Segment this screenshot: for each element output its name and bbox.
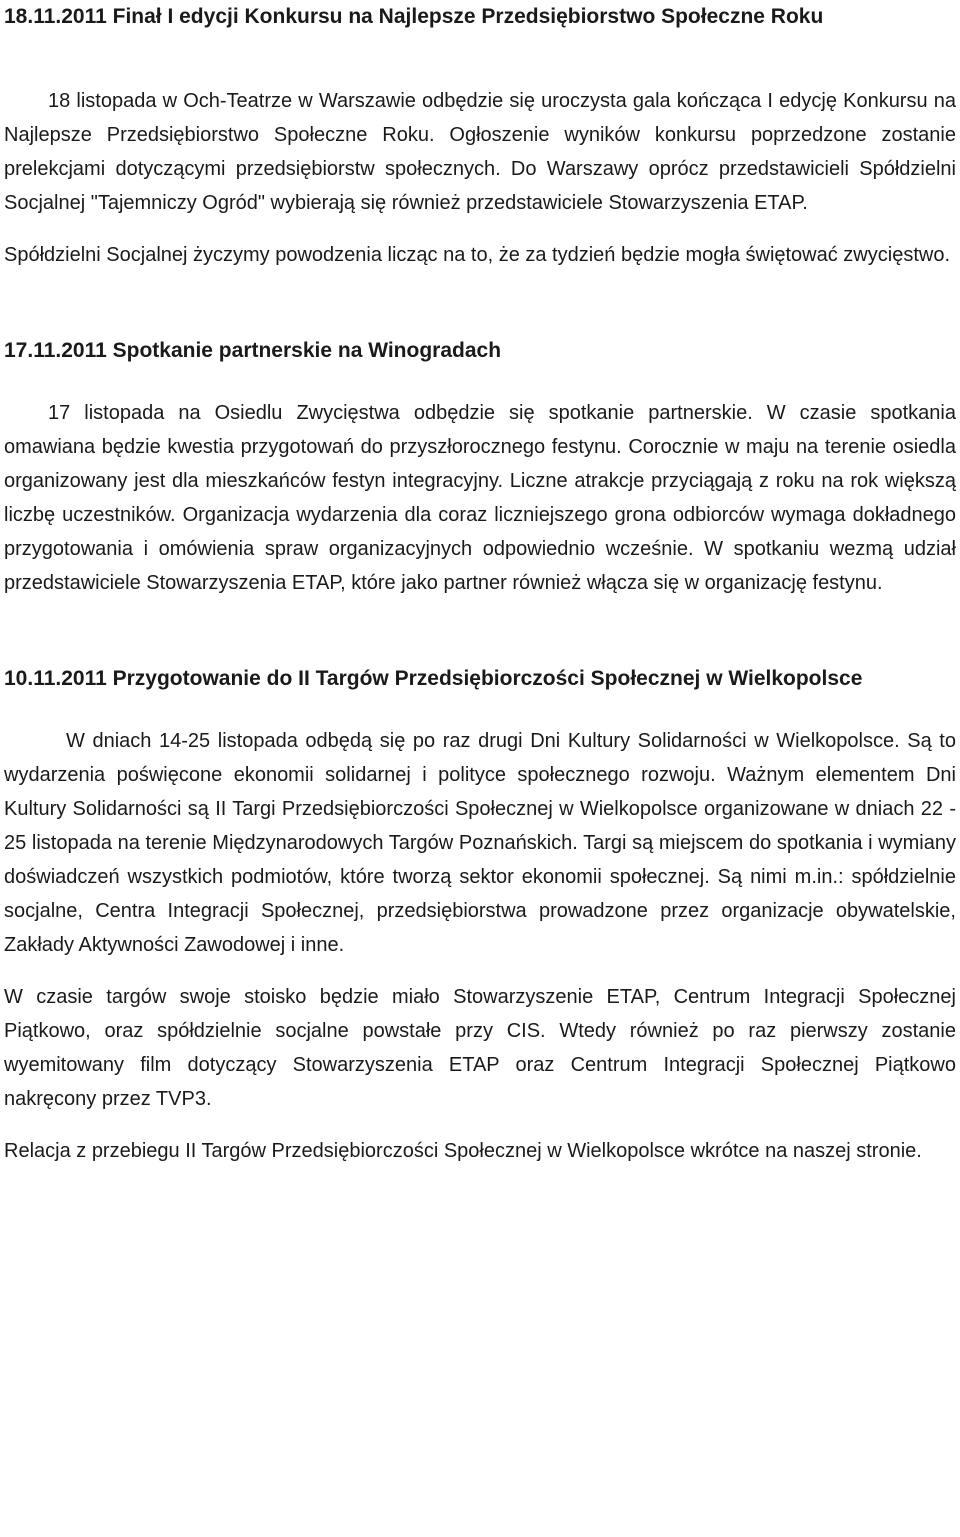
news-article xyxy=(4,0,956,272)
news-article xyxy=(4,662,956,1168)
article-title: 17.11.2011 Spotkanie partnerskie na Winogradach xyxy=(4,339,502,362)
article-paragraph: W dniach 14-25 listopada odbędą się po raz drugi Dni Kultury Solidarności w Wielkopolsce. Są to wydarzenia poświęcone ekonomii solidarnej i polityce społecznego rozwoju. Ważnym elementem Dni Kultury Solidarności są II Targi Przedsiębiorczości Społecznej w Wielkopolsce organizowane w dniach 22 - 25 listopada na terenie Międzynarodowych Targów Poznańskich. Targi są miejscem do spotkania i wymiany doświadczeń wszystkich podmiotów, które tworzą sektor ekonomii społecznej. Są nimi m.in.: spółdzielnie socjalne, Centra Integracji Społecznej, przedsiębiorstwa prowadzone przez organizacje obywatelskie, Zakłady Aktywności Zawodowej i inne. xyxy=(4,730,956,956)
article-paragraph: 17 listopada na Osiedlu Zwycięstwa odbędzie się spotkanie partnerskie. W czasie spotkania omawiana będzie kwestia przygotowań do przyszłorocznego festynu. Corocznie w maju na terenie osiedla organizowany jest dla mieszkańców festyn integracyjny. Liczne atrakcje przyciągają z roku na rok większą liczbę uczestników. Organizacja wydarzenia dla coraz liczniejszego grona odbiorców wymaga dokładnego przygotowania i omówienia spraw organizacyjnych odpowiednio wcześnie. W spotkaniu wezmą udział przedstawiciele Stowarzyszenia ETAP, które jako partner również włącza się w organizację festynu. xyxy=(4,402,956,594)
article-paragraph: W czasie targów swoje stoisko będzie miało Stowarzyszenie ETAP, Centrum Integracji Społecznej Piątkowo, oraz spółdzielnie socjalne powstałe przy CIS. Wtedy również po raz pierwszy zostanie wyemitowany film dotyczący Stowarzyszenia ETAP oraz Centrum Integracji Społecznej Piątkowo nakręcony przez TVP3. xyxy=(4,986,956,1110)
article-paragraph: Spółdzielni Socjalnej życzymy powodzenia licząc na to, że za tydzień będzie mogła świętować zwycięstwo. xyxy=(4,244,950,266)
article-paragraph: Relacja z przebiegu II Targów Przedsiębiorczości Społecznej w Wielkopolsce wkrótce na naszej stronie. xyxy=(4,1140,922,1162)
article-paragraph: 18 listopada w Och-Teatrze w Warszawie odbędzie się uroczysta gala kończąca I edycję Konkursu na Najlepsze Przedsiębiorstwo Społeczne Roku. Ogłoszenie wyników konkursu poprzedzone zostanie prelekcjami dotyczącymi przedsiębiorstw społecznych. Do Warszawy oprócz przedstawicieli Spółdzielni Socjalnej "Tajemniczy Ogród" wybierają się również przedstawiciele Stowarzyszenia ETAP. xyxy=(4,90,956,214)
news-article xyxy=(4,334,956,600)
article-title: 10.11.2011 Przygotowanie do II Targów Przedsiębiorczości Społecznej w Wielkopolsce xyxy=(4,667,863,690)
article-title: 18.11.2011 Finał I edycji Konkursu na Najlepsze Przedsiębiorstwo Społeczne Roku xyxy=(4,5,824,28)
